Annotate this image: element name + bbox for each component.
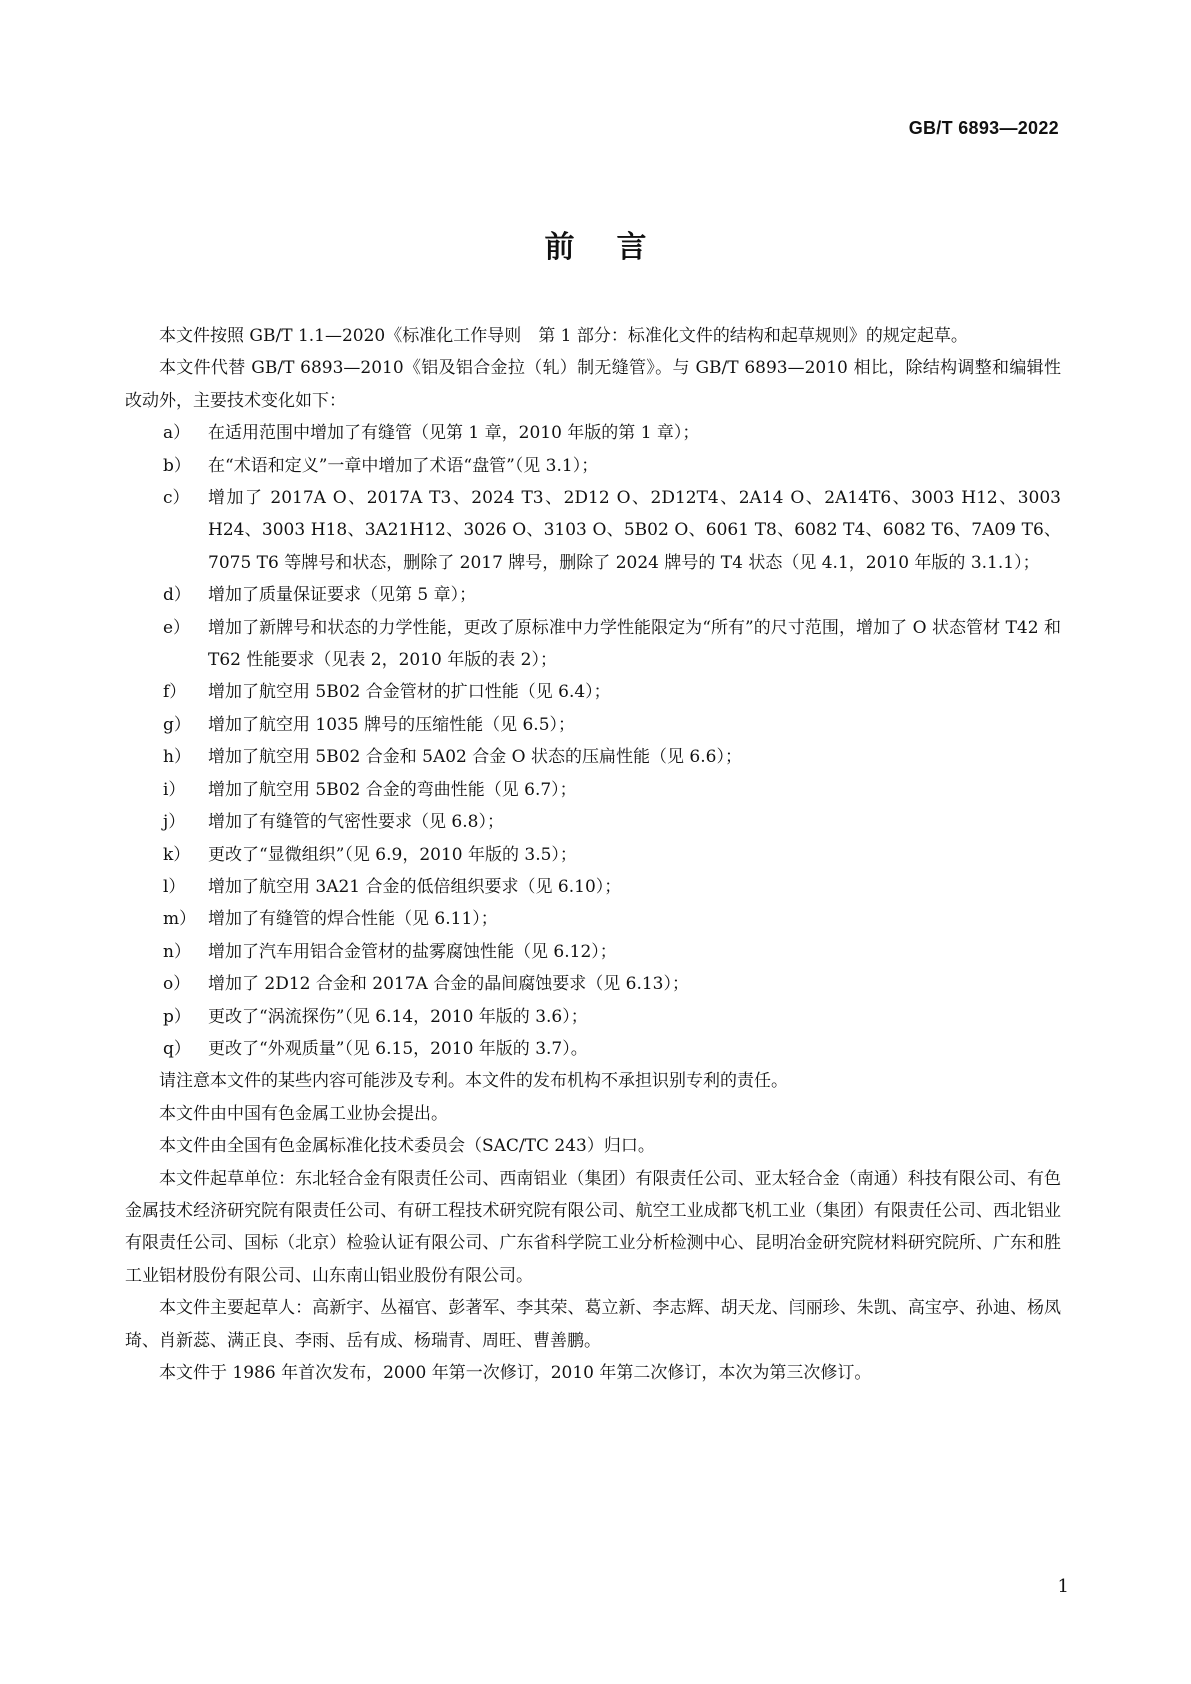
list-item-text: 更改了“涡流探伤”（见 6.14，2010 年版的 3.6）； [208, 1006, 588, 1027]
list-marker: n） [163, 941, 191, 962]
list-marker: c） [163, 488, 190, 509]
list-item [125, 709, 1061, 741]
list-item-text: 增加了航空用 5B02 合金管材的扩口性能（见 6.4）； [208, 682, 611, 703]
changes-list [125, 417, 1061, 1065]
list-item [125, 1001, 1061, 1033]
list-item-text: 增加了质量保证要求（见第 5 章）； [208, 585, 477, 606]
list-item [125, 774, 1061, 806]
list-marker: a） [163, 423, 191, 444]
proposer-paragraph: 本文件由中国有色金属工业协会提出。 [159, 1103, 448, 1124]
list-item-text: 增加了航空用 5B02 合金和 5A02 合金 O 状态的压扁性能（见 6.6）； [208, 747, 742, 768]
list-marker: l） [163, 876, 186, 897]
document-code: GB/T 6893—2022 [908, 118, 1059, 138]
list-item [125, 903, 1061, 935]
list-marker: m） [163, 909, 197, 930]
list-marker: j） [163, 812, 186, 833]
list-marker: g） [163, 714, 191, 735]
list-item [125, 936, 1061, 968]
list-item-text: 增加了航空用 1035 牌号的压缩性能（见 6.5）； [208, 714, 576, 735]
list-item-text: 更改了“外观质量”（见 6.15，2010 年版的 3.7）。 [208, 1038, 588, 1059]
list-item-text: 在“术语和定义”一章中增加了术语“盘管”（见 3.1）； [208, 455, 599, 476]
list-item [125, 741, 1061, 773]
list-marker: f） [163, 682, 187, 703]
list-item [125, 579, 1061, 611]
list-marker: e） [163, 617, 191, 638]
list-marker: p） [163, 1006, 191, 1027]
list-item-text: 增加了有缝管的气密性要求（见 6.8）； [208, 812, 504, 833]
history-paragraph: 本文件于 1986 年首次发布，2000 年第一次修订，2010 年第二次修订，本次为第三次修订。 [159, 1363, 872, 1383]
committee-paragraph: 本文件由全国有色金属标准化技术委员会（SAC/TC 243）归口。 [159, 1136, 655, 1157]
document-body [125, 320, 1061, 1389]
list-item-text: 增加了新牌号和状态的力学性能，更改了原标准中力学性能限定为“所有”的尺寸范围，增加了 O 状态管材 T42 和 T62 性能要求（见表 2，2010 年版的表 2）； [208, 617, 1061, 671]
list-item-text: 增加了 2017A O、2017A T3、2024 T3、2D12 O、2D12T4、2A14 O、2A14T6、3003 H12、3003 H24、3003 H18、3A21H12、3026 O、3103 O、5B02 O、6061 T8、6082 T4、6082 T6、7A09 T6、7075 T6 等牌号和状态，删除了 2017 牌号，删除了 2024 牌号的 T4 状态（见 4.1，2010 年版的 3.1.1）； [208, 488, 1061, 573]
list-marker: o） [163, 974, 191, 995]
list-item [125, 676, 1061, 708]
list-item [125, 482, 1061, 579]
list-item [125, 1033, 1061, 1065]
page-number: 1 [1057, 1576, 1069, 1597]
list-marker: h） [163, 747, 191, 768]
list-marker: k） [163, 844, 191, 865]
list-item-text: 在适用范围中增加了有缝管（见第 1 章，2010 年版的第 1 章）； [208, 423, 700, 444]
list-item-text: 增加了航空用 3A21 合金的低倍组织要求（见 6.10）； [208, 876, 622, 897]
list-item-text: 增加了 2D12 合金和 2017A 合金的晶间腐蚀要求（见 6.13）； [208, 974, 689, 995]
patent-notice: 请注意本文件的某些内容可能涉及专利。本文件的发布机构不承担识别专利的责任。 [159, 1071, 788, 1092]
list-item [125, 417, 1061, 449]
list-marker: b） [163, 455, 191, 476]
list-item [125, 806, 1061, 838]
page-title: 前言 [544, 230, 689, 265]
list-item-text: 增加了航空用 5B02 合金的弯曲性能（见 6.7）； [208, 779, 577, 800]
list-item [125, 450, 1061, 482]
list-item [125, 612, 1061, 677]
intro-paragraph: 本文件代替 GB/T 6893—2010《铝及铝合金拉（轧）制无缝管》。与 GB/T 6893—2010 相比，除结构调整和编辑性改动外，主要技术变化如下： [125, 358, 1061, 411]
list-item-text: 更改了“显微组织”（见 6.9，2010 年版的 3.5）； [208, 844, 577, 865]
drafters-paragraph: 本文件主要起草人：高新宇、丛福官、彭著军、李其荣、葛立新、李志辉、胡天龙、闫丽珍、朱凯、高宝亭、孙迪、杨凤琦、肖新蕊、满正良、李雨、岳有成、杨瑞青、周旺、曹善鹏。 [125, 1298, 1061, 1351]
list-marker: i） [163, 779, 186, 800]
list-item [125, 839, 1061, 871]
list-item-text: 增加了有缝管的焊合性能（见 6.11）； [208, 909, 498, 930]
list-item [125, 968, 1061, 1000]
list-item-text: 增加了汽车用铝合金管材的盐雾腐蚀性能（见 6.12）； [208, 941, 617, 962]
drafting-units-paragraph: 本文件起草单位：东北轻合金有限责任公司、西南铝业（集团）有限责任公司、亚太轻合金（南通）科技有限公司、有色金属技术经济研究院有限责任公司、有研工程技术研究院有限公司、航空工业成都飞机工业（集团）有限责任公司、西北铝业有限责任公司、国标（北京）检验认证有限公司、广东省科学院工业分析检测中心、昆明冶金研究院材料研究院所、广东和胜工业铝材股份有限公司、山东南山铝业股份有限公司。 [125, 1168, 1061, 1286]
list-item [125, 871, 1061, 903]
intro-paragraph: 本文件按照 GB/T 1.1—2020《标准化工作导则 第 1 部分：标准化文件的结构和起草规则》的规定起草。 [159, 326, 968, 346]
list-marker: q） [163, 1038, 191, 1059]
list-marker: d） [163, 585, 191, 606]
